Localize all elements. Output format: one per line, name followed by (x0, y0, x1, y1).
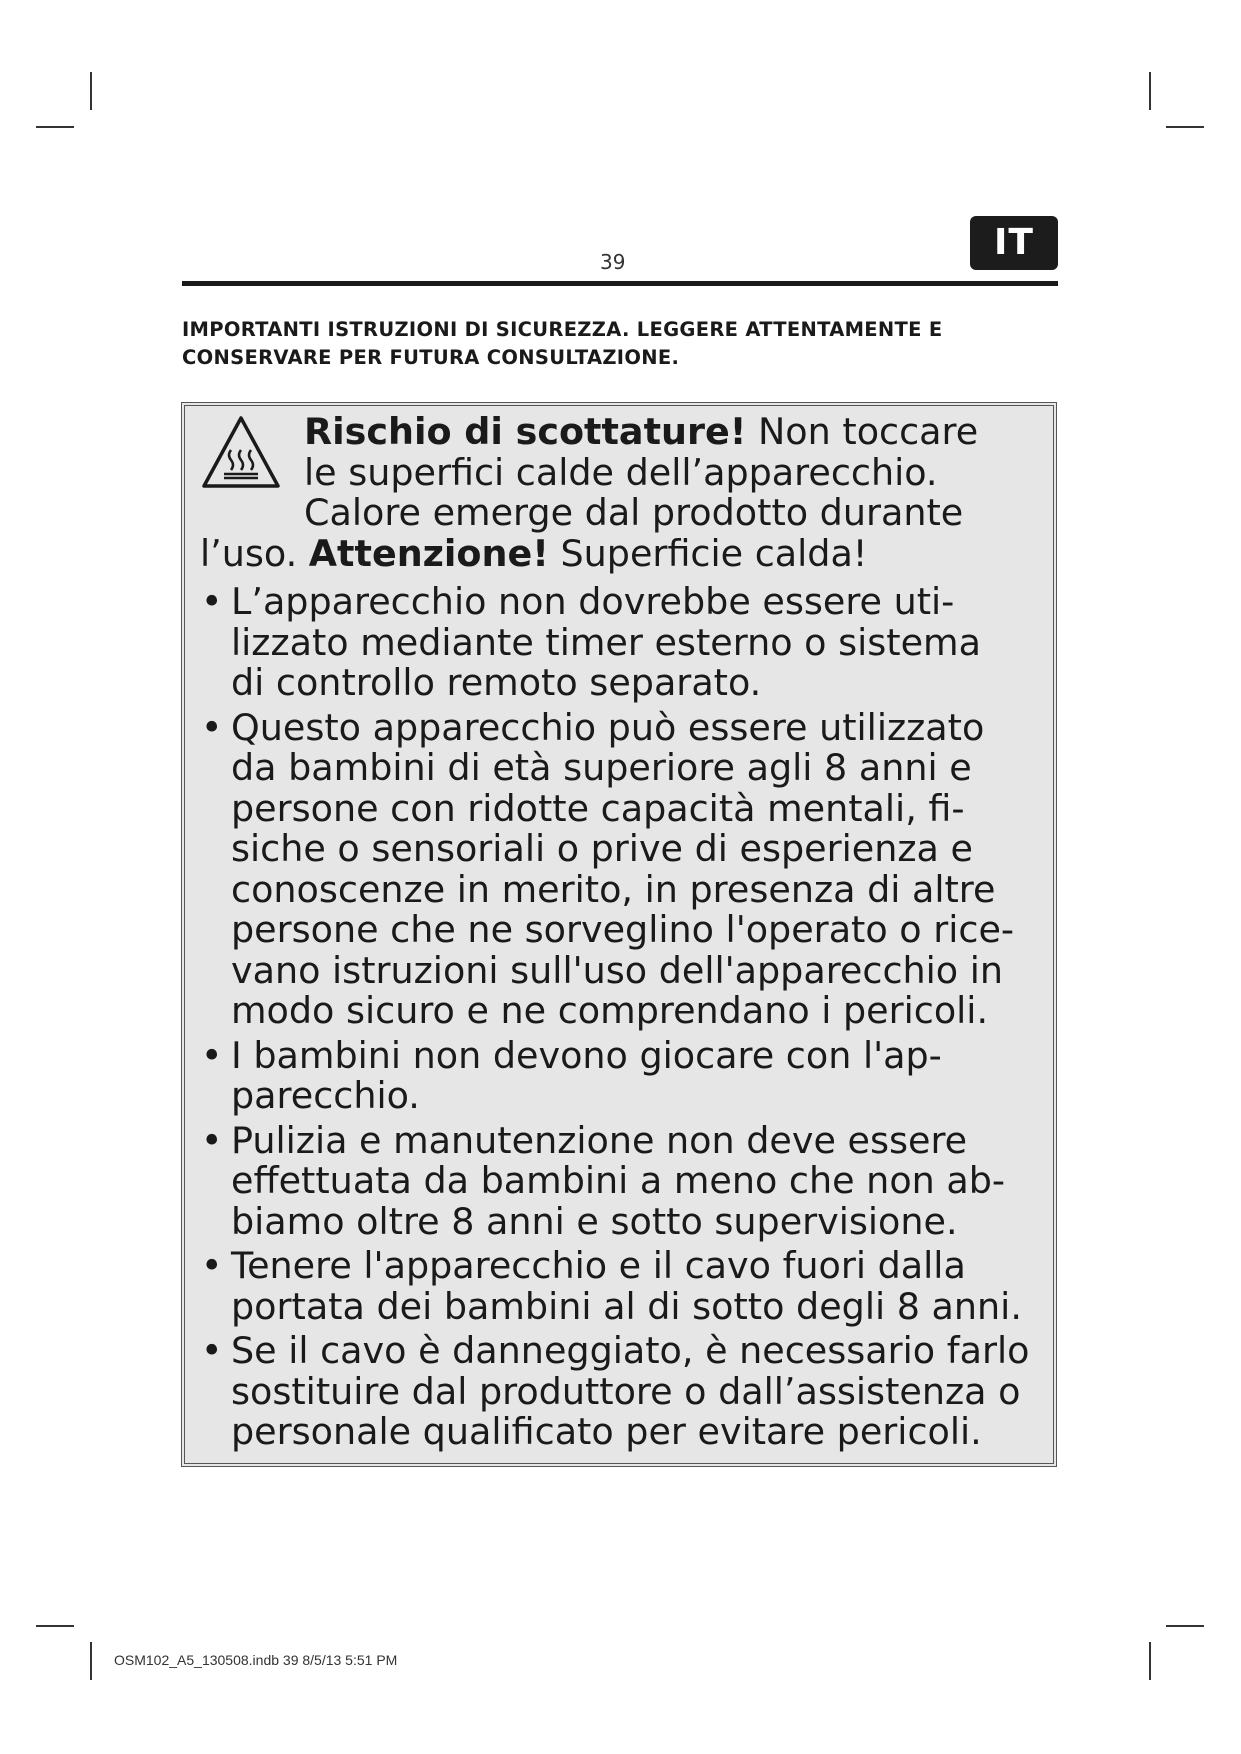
crop-mark (1166, 126, 1204, 128)
bullet-marker: • (201, 1033, 223, 1077)
attention-label: Attenzione! (308, 531, 549, 575)
page-number: 39 (600, 250, 626, 274)
crop-mark (1166, 1625, 1204, 1627)
bullet-line: da bambini di età superiore agli 8 anni e (231, 746, 972, 789)
safety-instructions-heading (182, 316, 1062, 372)
bullet-line: Pulizia e manutenzione non deve essere (231, 1118, 968, 1162)
bullet-line: Se il cavo è danneggiato, è necessario farlo (231, 1329, 1030, 1372)
warning-intro (200, 412, 1050, 574)
safety-bullet-list (197, 582, 1057, 1457)
bullet-line: siche o sensoriali o prive di esperienza e (231, 827, 973, 870)
crop-mark (90, 72, 92, 110)
bullet-marker: • (201, 580, 223, 623)
bullet-marker: • (201, 1244, 223, 1287)
bullet-line: persone con ridotte capacità mentali, fi- (231, 786, 965, 830)
bullet-line: di controllo remoto separato. (231, 661, 762, 704)
bullet-line: Tenere l'apparecchio e il cavo fuori dalla (231, 1244, 966, 1287)
bullet-line: I bambini non devono giocare con l'ap- (231, 1033, 942, 1077)
bullet-marker: • (201, 1118, 223, 1162)
intro-line: Rischio di scottature! Non toccare (304, 410, 979, 453)
burn-risk-label: Rischio di scottature! (304, 410, 747, 453)
bullet-line: conoscenze in merito, in presenza di altre (231, 867, 996, 911)
intro-line: Calore emerge dal prodotto durante (304, 491, 964, 534)
safety-bullet-item (197, 1246, 1057, 1327)
bullet-line: vano istruzioni sull'uso dell'apparecchio in (231, 948, 1003, 992)
warning-box (181, 402, 1057, 1467)
bullet-line: persone che ne sorveglino l'operato o rice- (231, 908, 1015, 951)
safety-bullet-item (197, 1033, 1057, 1117)
safety-bullet-item (197, 582, 1057, 704)
language-badge: IT (970, 216, 1058, 270)
crop-mark (1149, 1642, 1151, 1680)
crop-mark (36, 1625, 74, 1627)
print-file-info: OSM102_A5_130508.indb 39 8/5/13 5:51 PM (114, 1652, 398, 1668)
crop-mark (90, 1642, 92, 1680)
safety-bullet-item (197, 705, 1057, 1032)
crop-mark (36, 126, 74, 128)
bullet-line: parecchio. (231, 1074, 420, 1117)
bullet-line: modo sicuro e ne comprendano i pericoli. (231, 989, 989, 1032)
bullet-line: personale qualificato per evitare pericoli. (231, 1410, 982, 1453)
crop-mark (1149, 72, 1151, 110)
safety-heading-line: IMPORTANTI ISTRUZIONI DI SICUREZZA. LEGGERE ATTENTAMENTE E (182, 318, 943, 341)
safety-bullet-item (197, 1118, 1057, 1243)
bullet-marker: • (201, 705, 223, 749)
header-divider (182, 281, 1058, 286)
intro-line: l’uso. Attenzione! Superficie calda! (200, 531, 868, 575)
bullet-marker: • (201, 1329, 223, 1372)
intro-line: le superfici calde dell’apparecchio. (304, 450, 938, 494)
bullet-line: portata dei bambini al di sotto degli 8 anni. (231, 1284, 1022, 1328)
bullet-line: lizzato mediante timer esterno o sistema (231, 620, 981, 664)
safety-heading-line: CONSERVARE PER FUTURA CONSULTAZIONE. (182, 346, 680, 369)
safety-bullet-item (197, 1331, 1057, 1453)
bullet-line: sostituire dal produttore o dall’assistenza o (231, 1369, 1021, 1413)
bullet-line: Questo apparecchio può essere utilizzato (231, 705, 985, 749)
bullet-line: effettuata da bambini a meno che non ab- (231, 1159, 1006, 1202)
bullet-line: L’apparecchio non dovrebbe essere uti- (231, 580, 955, 623)
bullet-line: biamo oltre 8 anni e sotto supervisione. (231, 1199, 958, 1243)
